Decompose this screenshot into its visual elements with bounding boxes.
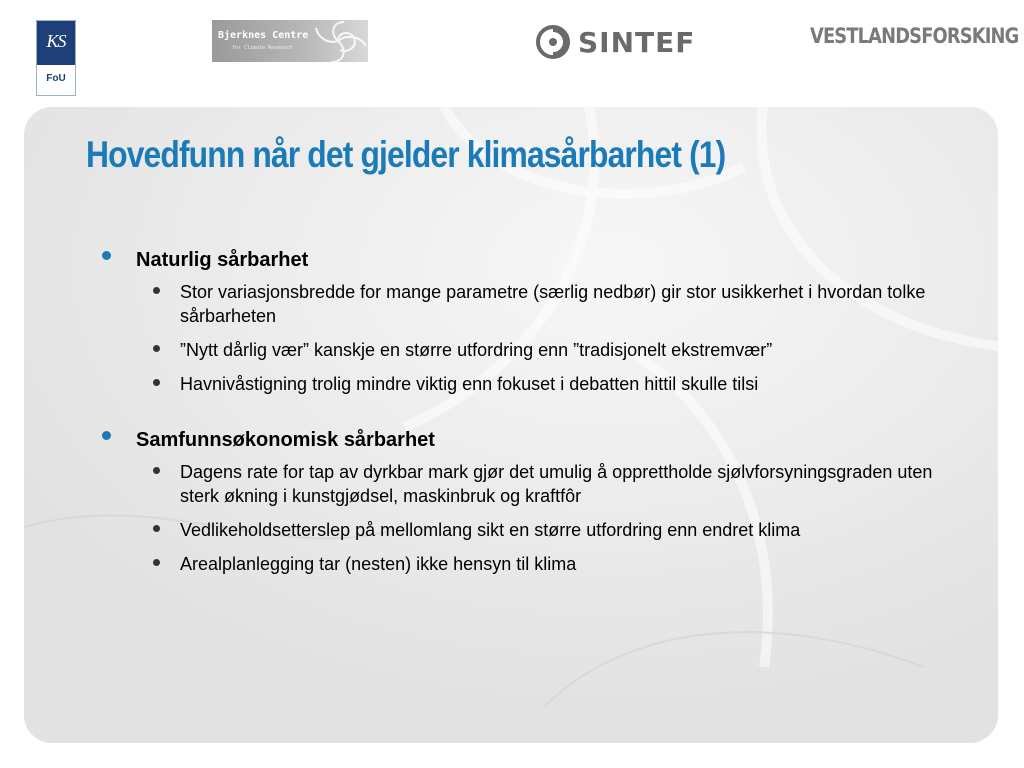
- bullet-list: [96, 246, 936, 586]
- ks-logo-fou: FoU: [46, 73, 66, 84]
- bullet-dot-icon: [102, 251, 111, 260]
- bjerknes-centre-logo: [212, 20, 368, 62]
- sub-bullet-text: Arealplanlegging tar (nesten) ikke hensyn til klima: [180, 554, 577, 574]
- sub-bullet-item: [96, 338, 936, 362]
- sub-bullet-text: Havnivåstigning trolig mindre viktig enn fokuset i debatten hittil skulle tilsi: [180, 374, 759, 394]
- sub-bullet-text: ”Nytt dårlig vær” kanskje en større utfordring enn ”tradisjonelt ekstremvær”: [180, 340, 773, 360]
- sub-bullet-item: [96, 552, 936, 576]
- sintef-logo-text: SINTEF: [578, 25, 696, 59]
- section-heading: Samfunnsøkonomisk sårbarhet: [136, 429, 435, 451]
- section-samfunnsokonomisk: [96, 426, 936, 576]
- bullet-dot-icon: [102, 431, 111, 440]
- sintef-logo: [536, 22, 695, 62]
- bjerknes-logo-name: Bjerknes Centre: [218, 30, 309, 41]
- sub-bullet-list: [96, 460, 936, 576]
- sub-bullet-item: [96, 518, 936, 542]
- sub-bullet-dot-icon: [153, 379, 160, 386]
- ks-fou-logo: [36, 20, 76, 96]
- bjerknes-logo-subtitle: for Climate Research: [232, 45, 293, 51]
- sintef-mark-icon: [536, 25, 570, 59]
- bjerknes-swirl-icon: [304, 20, 368, 62]
- sub-bullet-list: [96, 280, 936, 396]
- sub-bullet-item: [96, 372, 936, 396]
- sub-bullet-item: [96, 280, 936, 328]
- sub-bullet-text: Stor variasjonsbredde for mange parametre (særlig nedbør) gir stor usikkerhet i hvordan tolke sårbarheten: [180, 282, 926, 326]
- sub-bullet-text: Vedlikeholdsetterslep på mellomlang sikt en større utfordring enn endret klima: [180, 520, 801, 540]
- sub-bullet-dot-icon: [153, 467, 160, 474]
- sub-bullet-dot-icon: [153, 559, 160, 566]
- sub-bullet-dot-icon: [153, 525, 160, 532]
- sub-bullet-text: Dagens rate for tap av dyrkbar mark gjør det umulig å opprettholde sjølvforsyningsgraden uten sterk økning i kunstgjødsel, maskinbruk og kraftfôr: [180, 462, 933, 506]
- logo-strip: [0, 0, 1024, 100]
- sub-bullet-dot-icon: [153, 345, 160, 352]
- ks-logo-mark: KS: [37, 21, 75, 65]
- sub-bullet-dot-icon: [153, 287, 160, 294]
- sub-bullet-item: [96, 460, 936, 508]
- section-naturlig: [96, 246, 936, 396]
- vestlandsforsking-logo: VESTLANDSFORSKING: [810, 24, 1019, 48]
- section-heading: Naturlig sårbarhet: [136, 249, 309, 271]
- slide-title: Hovedfunn når det gjelder klimasårbarhet (1): [86, 134, 726, 175]
